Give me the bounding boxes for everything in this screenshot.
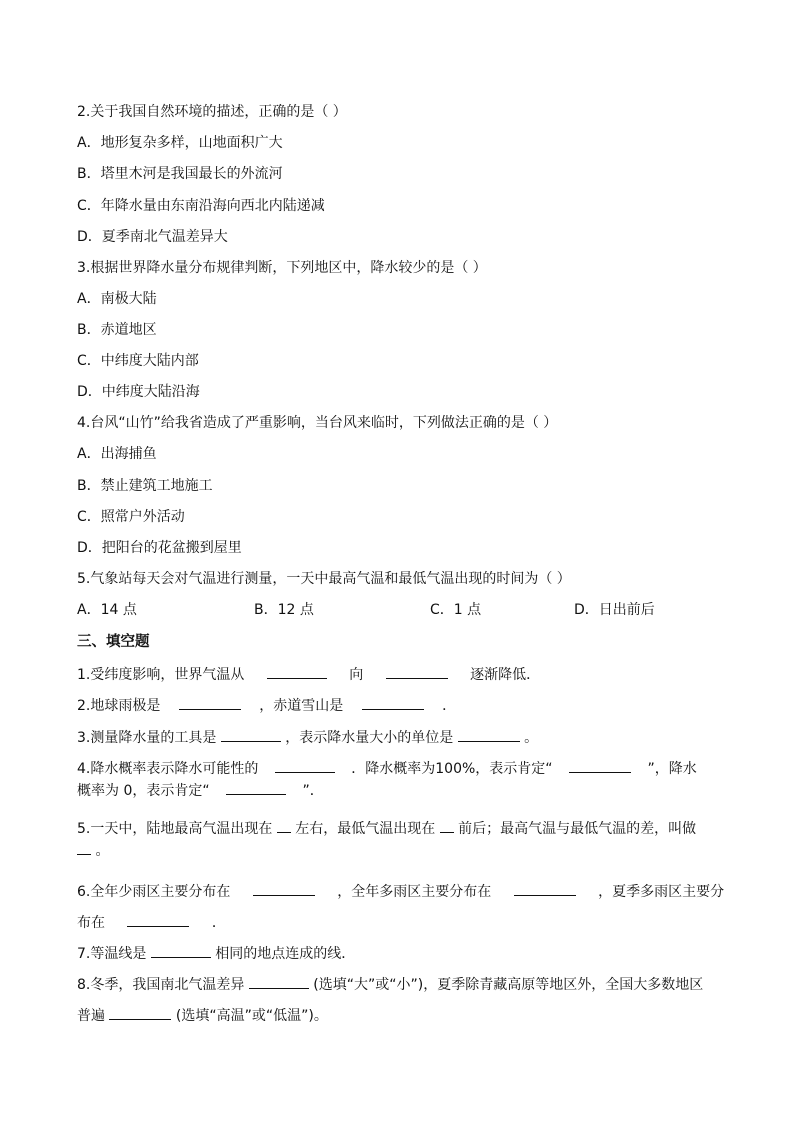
question-2-stem: 2.关于我国自然环境的描述，正确的是（ ） [77,104,347,120]
question-5-options [77,600,727,620]
fill-question-8-line-1: 8.冬季，我国南北气温差异 (选填“大”或“小”)，夏季除青藏高原等地区外，全国大多数地区 [77,974,703,995]
question-3-stem: 3.根据世界降水量分布规律判断，下列地区中，降水较少的是（ ） [77,260,487,276]
answer-blank[interactable] [253,881,315,896]
question-2-option-a: A．地形复杂多样，山地面积广大 [77,135,283,151]
fill-question-2: 2.地球雨极是 ，赤道雪山是 ． [77,695,456,716]
section-heading: 三、填空题 [77,634,150,650]
answer-blank[interactable] [151,943,211,958]
answer-blank[interactable] [386,664,448,679]
answer-blank[interactable] [362,695,424,710]
question-3-option-a: A．南极大陆 [77,291,157,307]
fill-question-6-line-1: 6.全年少雨区主要分布在 ，全年多雨区主要分布在 ，夏季多雨区主要分 [77,881,724,902]
question-4-option-c: C．照常户外活动 [77,509,185,525]
question-2-option-d: D．夏季南北气温差异大 [77,229,228,245]
question-4-stem: 4.台风“山竹”给我省造成了严重影响，当台风来临时，下列做法正确的是（ ） [77,415,558,431]
question-2-option-c: C．年降水量由东南沿海向西北内陆递减 [77,198,325,214]
answer-blank[interactable] [221,727,281,742]
fill-question-4-line-2: 概率为 0，表示肯定“ ”． [77,780,324,801]
answer-blank[interactable] [109,1005,171,1020]
question-4-option-b: B．禁止建筑工地施工 [77,478,213,494]
question-5-option-c: C．1 点 [430,602,482,618]
answer-blank[interactable] [77,840,91,855]
question-5-option-b: B．12 点 [254,602,314,618]
answer-blank[interactable] [226,780,286,795]
question-3-option-c: C．中纬度大陆内部 [77,353,199,369]
answer-blank[interactable] [569,758,631,773]
question-3-option-d: D．中纬度大陆沿海 [77,384,200,400]
answer-blank[interactable] [440,818,454,833]
answer-blank[interactable] [249,974,309,989]
question-5-stem: 5.气象站每天会对气温进行测量，一天中最高气温和最低气温出现的时间为（ ） [77,571,571,587]
fill-question-4-line-1: 4.降水概率表示降水可能性的 ．降水概率为100%，表示肯定“ ”，降水 [77,758,697,779]
answer-blank[interactable] [458,727,520,742]
question-5-option-d: D．日出前后 [574,602,655,618]
fill-question-3: 3.测量降水量的工具是 ，表示降水量大小的单位是 。 [77,727,538,748]
answer-blank[interactable] [267,664,327,679]
question-2-option-b: B．塔里木河是我国最长的外流河 [77,166,283,182]
fill-question-5-line-2: 。 [77,840,109,861]
question-3-option-b: B．赤道地区 [77,322,157,338]
answer-blank[interactable] [514,881,576,896]
question-5-option-a: A．14 点 [77,602,137,618]
question-4-option-d: D．把阳台的花盆搬到屋里 [77,540,242,556]
fill-question-5-line-1: 5.一天中，陆地最高气温出现在 左右，最低气温出现在 前后；最高气温与最低气温的差，叫做 [77,818,696,839]
fill-question-6-line-2: 布在 ． [77,912,226,933]
answer-blank[interactable] [179,695,241,710]
answer-blank[interactable] [127,912,189,927]
fill-question-7: 7.等温线是 相同的地点连成的线． [77,943,355,964]
fill-question-8-line-2: 普遍 (选填“高温”或“低温”)。 [77,1005,328,1026]
fill-question-1: 1.受纬度影响，世界气温从 向 逐渐降低． [77,664,540,685]
answer-blank[interactable] [277,818,291,833]
question-4-option-a: A．出海捕鱼 [77,446,157,462]
answer-blank[interactable] [275,758,335,773]
